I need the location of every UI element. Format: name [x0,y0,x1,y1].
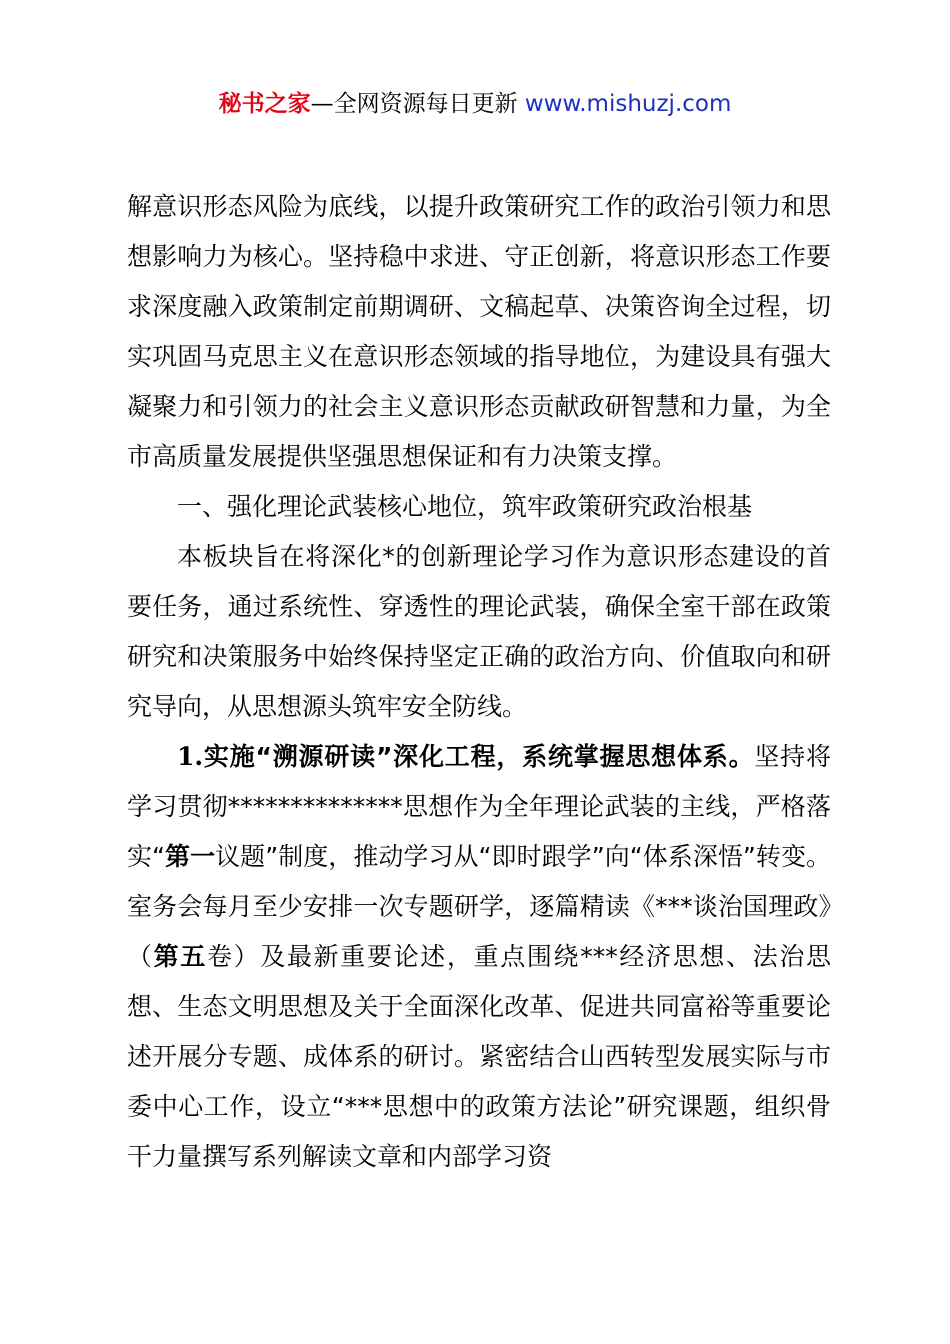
paragraph-item-1 [127,732,831,1182]
item-lead-title: 实施“溯源研读”深化工程，系统掌握思想体系。 [203,742,755,771]
item-text-part-1: 坚持将学习贯彻**************思想作为全年理论武装的主线，严格落实“ [127,742,831,871]
page-header [0,88,950,120]
header-tagline: —全网资源每日更新 [310,91,525,117]
item-bold-word-2: 第五 [153,942,207,971]
item-bold-word-1: 第一 [165,842,216,871]
item-text-part-2: 议题”制度，推动学习从“即时跟学”向“体系深悟”转变。室务会每月至少安排一次专题研学，逐篇精读《***谈治国理政》（ [127,842,831,971]
section-heading: 一、强化理论武装核心地位，筑牢政策研究政治根基 [177,492,753,521]
document-body [127,182,831,1182]
item-text-part-3: 卷）及最新重要论述，重点围绕***经济思想、法治思想、生态文明思想及关于全面深化改革、促进共同富裕等重要论述开展分专题、成体系的研讨。紧密结合山西转型发展实际与市委中心工作，设立“***思想中的政策方法论”研究课题，组织骨干力量撰写系列解读文章和内部学习资 [127,942,831,1171]
item-number: 1. [177,742,204,771]
paragraph-section-summary: 本板块旨在将深化*的创新理论学习作为意识形态建设的首要任务，通过系统性、穿透性的理论武装，确保全室干部在政策研究和决策服务中始终保持坚定正确的政治方向、价值取向和研究导向，从思想源头筑牢安全防线。 [127,542,831,721]
brand-name: 秘书之家 [218,91,311,117]
site-url: www.mishuzj.com [524,91,732,117]
paragraph-intro-continued: 解意识形态风险为底线，以提升政策研究工作的政治引领力和思想影响力为核心。坚持稳中求进、守正创新，将意识形态工作要求深度融入政策制定前期调研、文稿起草、决策咨询全过程，切实巩固马克思主义在意识形态领域的指导地位，为建设具有强大凝聚力和引领力的社会主义意识形态贡献政研智慧和力量，为全市高质量发展提供坚强思想保证和有力决策支撑。 [127,192,831,471]
